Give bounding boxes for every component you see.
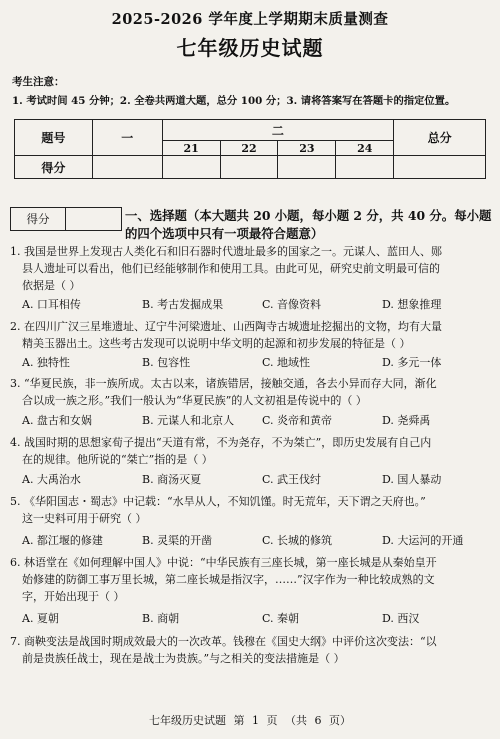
section-title: 一、选择题（本大题共 20 小题，每小题 2 分，共 40 分。每小题的四个选项中只有一项最符合题意）: [125, 208, 492, 241]
question-3-options: [10, 412, 490, 429]
question-3: [10, 375, 492, 409]
sub-item-24: 24: [336, 141, 394, 156]
question-1-options: [10, 296, 490, 313]
question-7: [10, 633, 492, 667]
question-line: 5. 《华阳国志・蜀志》中记载：“水旱从人，不知饥馑。时无荒年，天下谓之天府也。”: [10, 495, 426, 508]
option-d[interactable]: D. 多元一体: [382, 356, 442, 369]
option-d[interactable]: D. 大运河的开通: [382, 534, 464, 547]
question-4-options: [10, 471, 490, 488]
option-c[interactable]: C. 武王伐纣: [262, 473, 322, 486]
score-cell-23[interactable]: [278, 156, 336, 179]
question-line: 精美玉器出土。这些考古发现可以说明中华文明的起源和初步发展的特征是（ ）: [22, 337, 411, 350]
question-line: 前是贵族任战士，现在是战士为贵族。”与之相关的变法措施是（ ）: [22, 652, 345, 665]
question-line: 2. 在四川广汉三星堆遗址、辽宁牛河梁遗址、山西陶寺古城遗址挖掘出的文物，均有大量: [10, 320, 442, 333]
exam-title: 2025-2026 学年度上学期期末质量测查: [111, 11, 389, 28]
notice-body: 1. 考试时间 45 分钟；2. 全卷共两道大题，总分 100 分；3. 请将答案写在答题卡的指定位置。: [12, 95, 456, 107]
option-d[interactable]: D. 国人暴动: [382, 473, 442, 486]
option-b[interactable]: B. 考古发掘成果: [142, 298, 224, 311]
option-c[interactable]: C. 长城的修筑: [262, 534, 333, 547]
option-c[interactable]: C. 炎帝和黄帝: [262, 414, 333, 427]
question-line: 1. 我国是世界上发现古人类化石和旧石器时代遗址最多的国家之一。元谋人、蓝田人、郧: [10, 245, 442, 258]
scorer-cell[interactable]: [66, 208, 121, 230]
score-row-label: 得分: [15, 156, 93, 179]
question-line: 7. 商鞅变法是战国时期成效最大的一次改革。钱穆在《国史大纲》中评价这次变法：“以: [10, 635, 437, 648]
question-6: [10, 554, 492, 605]
part-one-header: 一: [92, 120, 162, 156]
score-cell-part1[interactable]: [92, 156, 162, 179]
question-6-options: [10, 610, 490, 627]
section-scorer-box: [10, 207, 122, 231]
question-line: 4. 战国时期的思想家荀子提出“天道有常，不为尧存，不为桀亡”，即历史发展有自己内: [10, 436, 432, 449]
sub-item-23: 23: [278, 141, 336, 156]
option-b[interactable]: B. 商朝: [142, 612, 180, 625]
option-b[interactable]: B. 商汤灭夏: [142, 473, 202, 486]
option-c[interactable]: C. 音像资料: [262, 298, 322, 311]
part-two-header: 二: [162, 120, 394, 141]
question-2: [10, 318, 492, 352]
score-cell-21[interactable]: [162, 156, 220, 179]
scorer-label: 得分: [11, 208, 66, 230]
question-line: 3. “华夏民族，非一族所成。太古以来，诸族错居，接触交通，各去小异而存大同，渐化: [10, 377, 437, 390]
option-d[interactable]: D. 西汉: [382, 612, 420, 625]
sub-item-21: 21: [162, 141, 220, 156]
question-2-options: [10, 354, 490, 371]
subject-title: 七年级历史试题: [176, 36, 324, 60]
total-score-header: 总分: [394, 120, 486, 156]
question-line: 6. 林语堂在《如何理解中国人》中说：“中华民族有三座长城，第一座长城是从秦始皇开: [10, 556, 437, 569]
option-a[interactable]: A. 夏朝: [22, 612, 59, 625]
option-c[interactable]: C. 地域性: [262, 356, 311, 369]
question-line: 始修建的防御工事万里长城，第二座长城是指汉字，……”汉字作为一种比较成熟的文: [22, 573, 435, 586]
option-d[interactable]: D. 尧舜禹: [382, 414, 431, 427]
question-5: [10, 493, 492, 527]
option-a[interactable]: A. 都江堰的修建: [22, 534, 103, 547]
question-5-options: [10, 532, 490, 549]
question-line: 依据是（ ）: [22, 279, 81, 292]
score-cell-22[interactable]: [220, 156, 278, 179]
question-line: 县人遗址可以看出，他们已经能够制作和使用工具。由此可见，研究史前文明最可信的: [22, 262, 440, 275]
notice-heading: 考生注意：: [12, 76, 65, 88]
question-number-label: 题号: [15, 120, 93, 156]
option-d[interactable]: D. 想象推理: [382, 298, 442, 311]
option-c[interactable]: C. 秦朝: [262, 612, 300, 625]
option-a[interactable]: A. 盘古和女娲: [22, 414, 92, 427]
option-b[interactable]: B. 元谋人和北京人: [142, 414, 235, 427]
option-b[interactable]: B. 灵渠的开凿: [142, 534, 213, 547]
question-line: 字，开始出现于（ ）: [22, 590, 125, 603]
option-a[interactable]: A. 口耳相传: [22, 298, 81, 311]
question-4: [10, 434, 492, 468]
question-1: [10, 243, 492, 294]
option-a[interactable]: A. 独特性: [22, 356, 70, 369]
score-table: [14, 119, 486, 179]
page-footer: 七年级历史试题 第 1 页 （共 6 页）: [149, 714, 351, 727]
question-line: 这一史料可用于研究（ ）: [22, 512, 147, 525]
option-b[interactable]: B. 包容性: [142, 356, 191, 369]
score-cell-total[interactable]: [394, 156, 486, 179]
score-cell-24[interactable]: [336, 156, 394, 179]
question-line: 在的规律。他所说的“桀亡”指的是（ ）: [22, 453, 213, 466]
sub-item-22: 22: [220, 141, 278, 156]
question-line: 合以成一族之形。”我们一般认为“华夏民族”的人文初祖是传说中的（ ）: [22, 394, 367, 407]
option-a[interactable]: A. 大禹治水: [22, 473, 81, 486]
